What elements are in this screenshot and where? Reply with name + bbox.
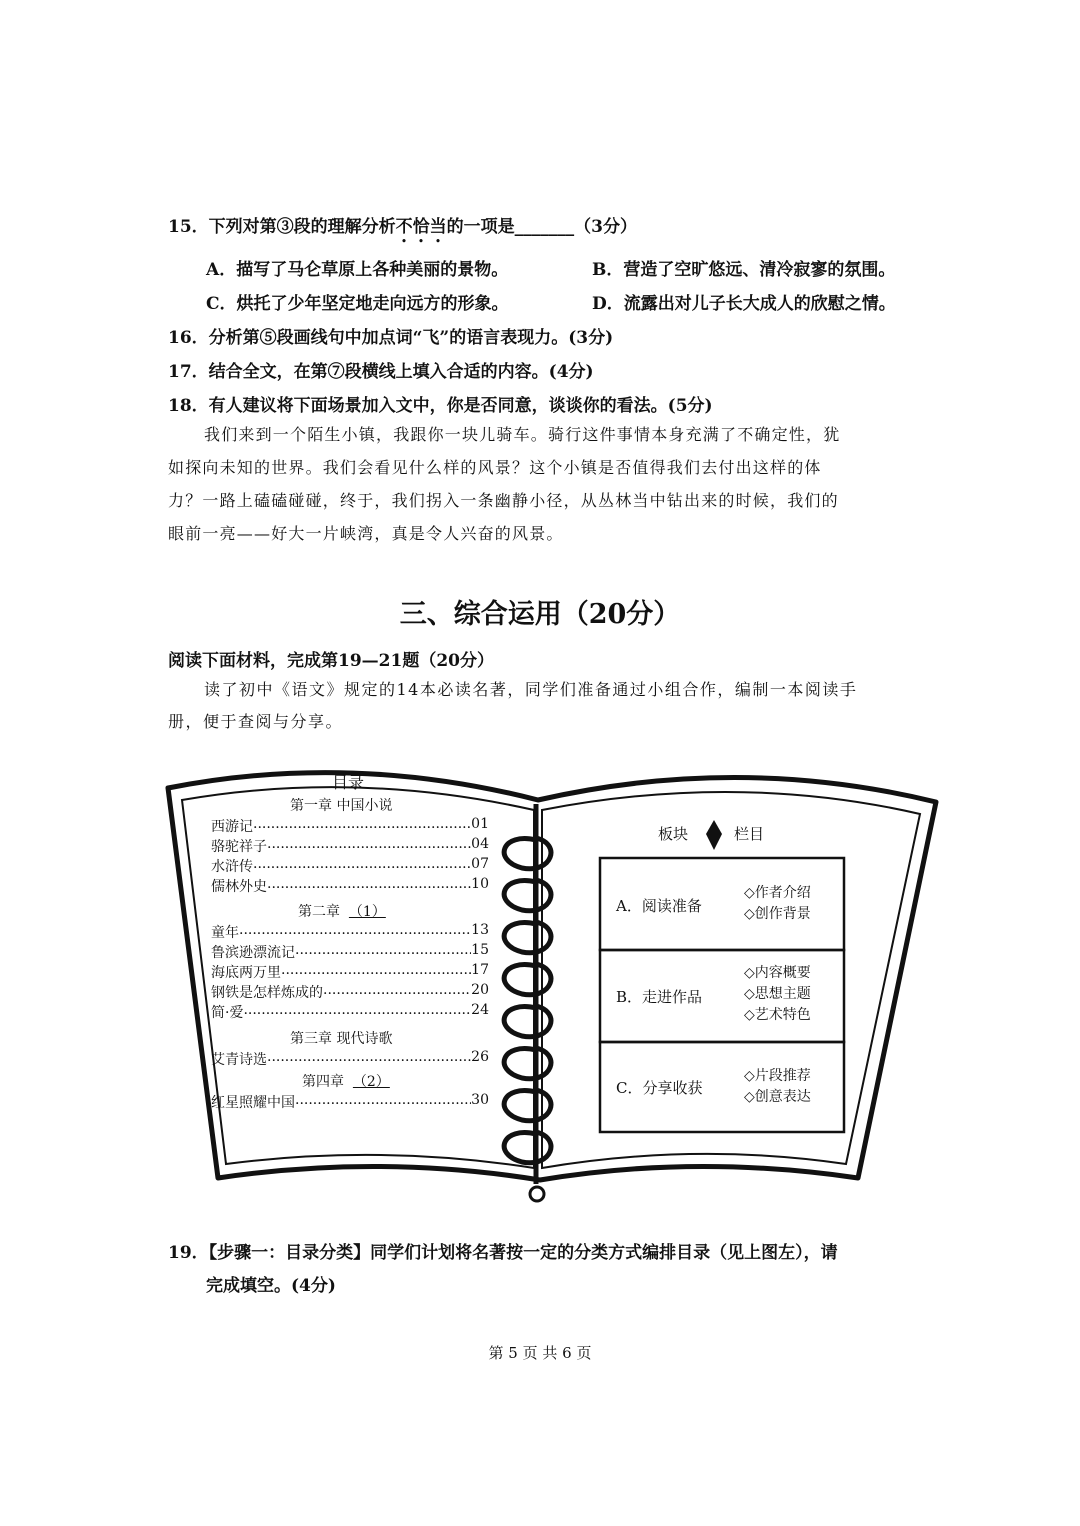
option-15-b: B．营造了空旷悠远、清冷寂寥的氛围。 — [592, 260, 896, 280]
column-item: ◇作者介绍 — [744, 885, 811, 901]
toc-item: 西游记 ..... 01 — [211, 816, 489, 836]
passage-line: 我们来到一个陌生小镇，我跟你一块儿骑车。骑行这件事情本身充满了不确定性，犹 — [204, 425, 841, 444]
toc-item: 红星照耀中国 ..... 30 — [211, 1092, 489, 1112]
question-19-line-2: 完成填空。(4分) — [206, 1276, 336, 1296]
column-item: ◇创作背景 — [744, 906, 811, 922]
passage-line: 如探向未知的世界。我们会看见什么样的风景？这个小镇是否值得我们去付出这样的体 — [168, 458, 822, 477]
toc-chapter-4: 第四章 （2） — [302, 1074, 390, 1090]
toc-item: 鲁滨逊漂流记 ..... 15 — [211, 942, 489, 962]
question-17: 17．结合全文，在第⑦段横线上填入合适的内容。(4分) — [168, 362, 594, 382]
section-c-items — [744, 1066, 811, 1108]
toc-chapter-4-list — [211, 1092, 489, 1112]
passage-line: 力？一路上磕磕碰碰，终于，我们拐入一条幽静小径，从丛林当中钻出来的时候，我们的 — [168, 491, 839, 510]
blank-1: （1） — [348, 904, 386, 920]
diamond-icon — [706, 820, 722, 850]
toc-chapter-3: 第三章 现代诗歌 — [290, 1031, 393, 1047]
toc-item: 简·爱 ..... 24 — [211, 1002, 489, 1022]
question-16: 16．分析第⑤段画线句中加点词“飞”的语言表现力。(3分) — [168, 328, 614, 348]
toc-item: 钢铁是怎样炼成的 ..... 20 — [211, 982, 489, 1002]
column-item: ◇片段推荐 — [744, 1068, 811, 1084]
section-intro — [168, 674, 928, 738]
question-18-passage — [168, 418, 928, 550]
option-15-c: C．烘托了少年坚定地走向远方的形象。 — [206, 294, 509, 314]
column-item: ◇思想主题 — [744, 986, 811, 1002]
toc-chapter-3-list — [211, 1049, 489, 1069]
toc-chapter-2-list — [211, 922, 489, 1022]
question-18: 18．有人建议将下面场景加入文中，你是否同意，谈谈你的看法。(5分) — [168, 396, 713, 416]
blank-2: （2） — [352, 1074, 390, 1090]
toc-chapter-1-list — [211, 816, 489, 896]
question-19-line-1: 19．【步骤一：目录分类】同学们计划将名著按一定的分类方式编排目录（见上图左），请 — [168, 1243, 838, 1263]
column-header-column: 栏目 — [734, 825, 765, 843]
question-15-stem: 15．下列对第③段的理解分析不恰当的一项是_______（3分） — [168, 217, 638, 237]
toc-item: 童年 ..... 13 — [211, 922, 489, 942]
column-header-section: 板块 — [658, 825, 689, 843]
section-a-items — [744, 883, 811, 925]
section-b-items — [744, 963, 811, 1026]
page-number: 第 5 页 共 6 页 — [488, 1344, 592, 1362]
toc-item: 海底两万里 ..... 17 — [211, 962, 489, 982]
section-c-label: C．分享收获 — [616, 1079, 703, 1097]
column-item: ◇内容概要 — [744, 965, 811, 981]
intro-line-1: 读了初中《语文》规定的14本必读名著，同学们准备通过小组合作，编制一本阅读手 — [204, 680, 858, 699]
toc-item: 儒林外史 ..... 10 — [211, 876, 489, 896]
section-instruction: 阅读下面材料，完成第19—21题（20分） — [168, 651, 494, 671]
section-b-label: B．走进作品 — [616, 988, 703, 1006]
toc-title: 目录 — [332, 773, 365, 792]
toc-item: 水浒传 ..... 07 — [211, 856, 489, 876]
option-15-d: D．流露出对儿子长大成人的欣慰之情。 — [592, 294, 896, 314]
column-item: ◇艺术特色 — [744, 1007, 811, 1023]
intro-line-2: 册，便于查阅与分享。 — [168, 712, 344, 731]
toc-chapter-2: 第二章 （1） — [298, 904, 386, 920]
section-a-label: A．阅读准备 — [616, 897, 702, 915]
passage-line: 眼前一亮——好大一片峡湾，真是令人兴奋的风景。 — [168, 524, 564, 543]
toc-item: 艾青诗选 ..... 26 — [211, 1049, 489, 1069]
toc-chapter-1: 第一章 中国小说 — [290, 798, 393, 814]
option-15-a: A．描写了马仑草原上各种美丽的景物。 — [206, 260, 509, 280]
emphasis-not-appropriate: 不恰当 — [395, 217, 447, 237]
column-item: ◇创意表达 — [744, 1089, 811, 1105]
spiral-rings — [504, 838, 551, 1163]
section-title: 三、综合运用（20分） — [399, 599, 681, 630]
toc-item: 骆驼祥子 ..... 04 — [211, 836, 489, 856]
